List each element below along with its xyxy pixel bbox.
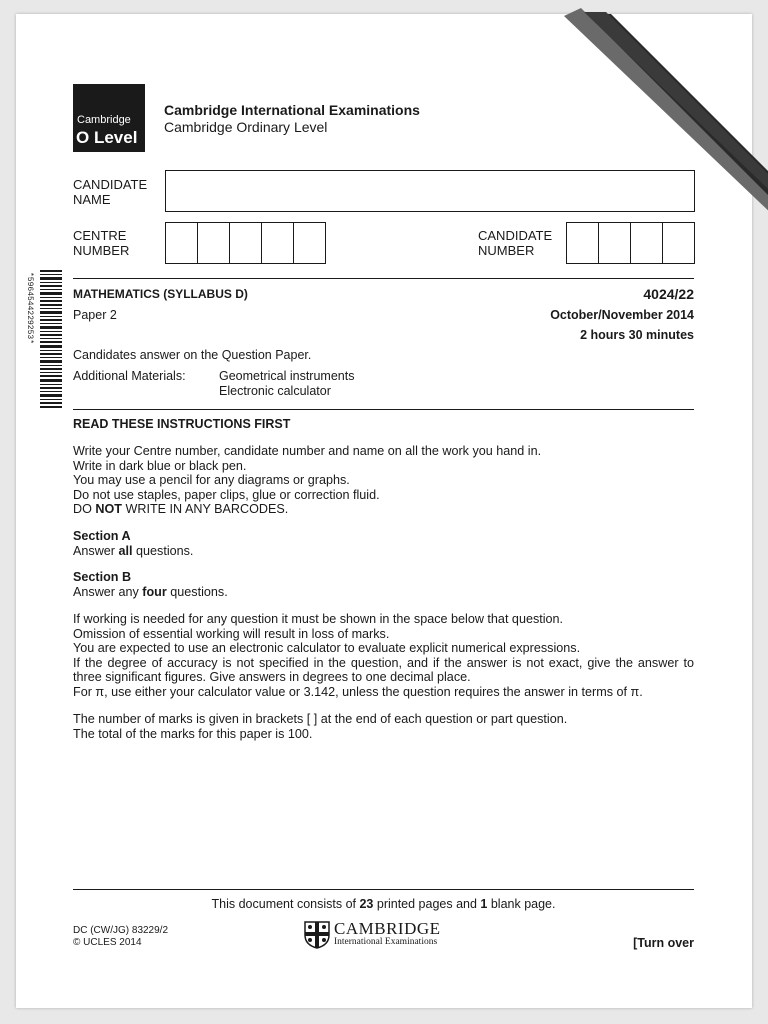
instruction-line: Write in dark blue or black pen. <box>73 458 247 473</box>
cambridge-wordmark: CAMBRIDGE <box>334 919 441 938</box>
materials-list <box>219 369 354 398</box>
subject-title: MATHEMATICS (SYLLABUS D) <box>73 287 248 301</box>
qualification-level: Cambridge Ordinary Level <box>164 119 328 135</box>
pi-instruction: For π, use either your calculator value or 3.142, unless the question requires the answer in terms of π. <box>73 684 643 699</box>
paper-number: Paper 2 <box>73 308 117 322</box>
answer-location: Candidates answer on the Question Paper. <box>73 348 312 362</box>
instruction-line: The number of marks is given in brackets [ ] at the end of each question or part question. <box>73 712 568 726</box>
instruction-line: If working is needed for any question it must be shown in the space below that question. <box>73 612 564 626</box>
exam-duration: 2 hours 30 minutes <box>580 328 694 342</box>
marks-instructions <box>73 712 694 741</box>
centre-number-field[interactable] <box>165 222 326 264</box>
instruction-line: You may use a pencil for any diagrams or graphs. <box>73 473 350 487</box>
section-a-text: Answer all questions. <box>73 543 194 558</box>
instruction-line: Do not use staples, paper clips, glue or correction fluid. <box>73 487 380 502</box>
document-reference <box>73 925 168 949</box>
crest-icon <box>304 921 330 949</box>
barcode-warning: DO NOT WRITE IN ANY BARCODES. <box>73 502 289 516</box>
page-count: This document consists of 23 printed pages and 1 blank page. <box>211 897 556 911</box>
section-b-text: Answer any four questions. <box>73 584 228 599</box>
o-level-logo <box>73 84 145 152</box>
candidate-number-field[interactable] <box>566 222 695 264</box>
turn-over: [Turn over <box>633 936 694 950</box>
general-instructions <box>73 444 694 517</box>
material-item: Geometrical instruments <box>219 369 355 383</box>
section-b-instructions <box>73 570 694 599</box>
instruction-line: The total of the marks for this paper is 100. <box>73 726 313 741</box>
exam-board: Cambridge International Examinations <box>164 102 420 118</box>
material-item: Electronic calculator <box>219 383 331 398</box>
working-instructions <box>73 612 694 699</box>
divider-footer <box>73 889 694 890</box>
instruction-line: You are expected to use an electronic calculator to evaluate explicit numerical expressions. <box>73 641 581 655</box>
candidate-number-label: CANDIDATE NUMBER <box>478 228 553 258</box>
accuracy-instruction: If the degree of accuracy is not specified in the question, and if the answer is not exact, give the answer to three significant figures. Give answers in degrees to one decimal place. <box>73 655 694 684</box>
exam-session: October/November 2014 <box>550 308 694 322</box>
barcode-digits: *5964544229253* <box>25 272 34 345</box>
logo-line1: Cambridge <box>77 114 131 126</box>
section-a-title: Section A <box>73 529 131 543</box>
watermark-text: www.XtremePapers.com <box>625 16 753 144</box>
instruction-line: Write your Centre number, candidate number and name on all the work you hand in. <box>73 444 542 458</box>
instructions-heading: READ THESE INSTRUCTIONS FIRST <box>73 417 291 431</box>
logo-line2: O Level <box>76 128 138 147</box>
reference-code: DC (CW/JG) 83229/2 <box>73 925 169 936</box>
materials-label: Additional Materials: <box>73 369 186 383</box>
divider-instructions <box>73 409 694 410</box>
divider-top <box>73 278 694 279</box>
centre-number-label: CENTRE NUMBER <box>73 228 130 258</box>
section-b-title: Section B <box>73 570 132 584</box>
candidate-name-field[interactable] <box>165 170 695 212</box>
candidate-name-label: CANDIDATE NAME <box>73 177 148 207</box>
instruction-line: Omission of essential working will result in loss of marks. <box>73 626 390 641</box>
section-a-instructions <box>73 529 694 558</box>
syllabus-code: 4024/22 <box>643 286 694 302</box>
cambridge-subtitle: International Examinations <box>334 937 438 947</box>
copyright: © UCLES 2014 <box>73 937 142 948</box>
exam-cover-page <box>16 14 752 1008</box>
